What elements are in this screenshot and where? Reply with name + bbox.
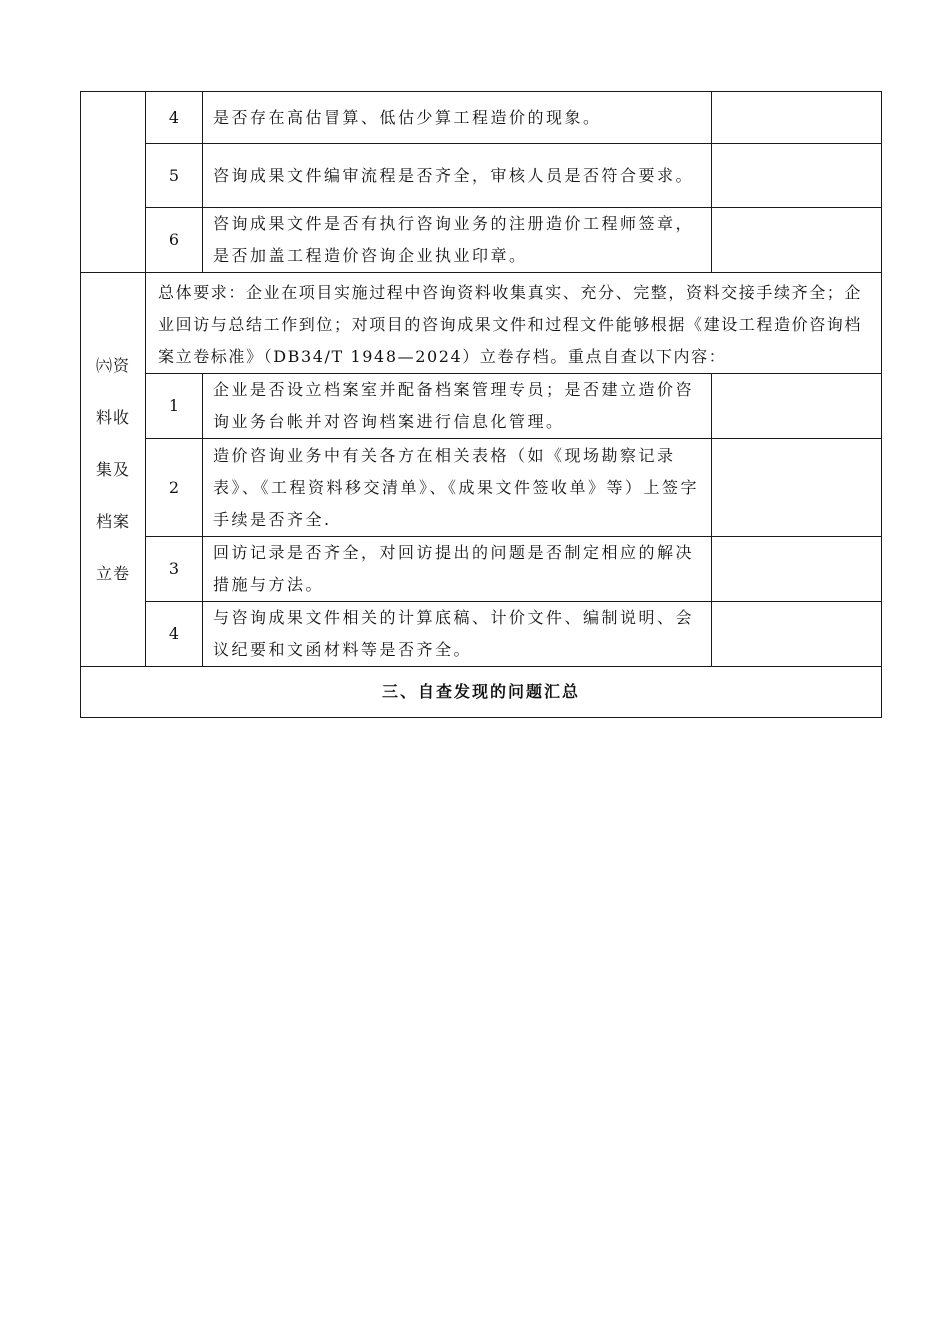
item-content: 企业是否设立档案室并配备档案管理专员；是否建立造价咨询业务台帐并对咨询档案进行信息化管理。 bbox=[203, 374, 712, 439]
item-number: 4 bbox=[146, 92, 203, 144]
table-row bbox=[81, 92, 882, 144]
result-cell bbox=[712, 602, 882, 667]
result-cell bbox=[712, 144, 882, 208]
item-number: 1 bbox=[146, 374, 203, 439]
result-cell bbox=[712, 92, 882, 144]
table-row bbox=[81, 439, 882, 537]
self-check-table bbox=[80, 91, 882, 718]
item-content: 回访记录是否齐全，对回访提出的问题是否制定相应的解决措施与方法。 bbox=[203, 537, 712, 602]
summary-heading: 三、自查发现的问题汇总 bbox=[81, 667, 882, 718]
item-number: 4 bbox=[146, 602, 203, 667]
item-number: 6 bbox=[146, 208, 203, 273]
section-requirement: 总体要求：企业在项目实施过程中咨询资料收集真实、充分、完整，资料交接手续齐全；企业回访与总结工作到位；对项目的咨询成果文件和过程文件能够根据《建设工程造价咨询档案立卷标准》（DB34/T 1948—2024）立卷存档。重点自查以下内容： bbox=[146, 273, 882, 374]
item-content: 咨询成果文件编审流程是否齐全，审核人员是否符合要求。 bbox=[203, 144, 712, 208]
table-row bbox=[81, 208, 882, 273]
item-number: 5 bbox=[146, 144, 203, 208]
item-content: 咨询成果文件是否有执行咨询业务的注册造价工程师签章，是否加盖工程造价咨询企业执业印章。 bbox=[203, 208, 712, 273]
item-content: 是否存在高估冒算、低估少算工程造价的现象。 bbox=[203, 92, 712, 144]
result-cell bbox=[712, 374, 882, 439]
table-row bbox=[81, 144, 882, 208]
result-cell bbox=[712, 439, 882, 537]
item-number: 3 bbox=[146, 537, 203, 602]
section-label-continued bbox=[81, 92, 146, 273]
section-label bbox=[81, 273, 146, 667]
item-content: 与咨询成果文件相关的计算底稿、计价文件、编制说明、会议纪要和文函材料等是否齐全。 bbox=[203, 602, 712, 667]
table-row bbox=[81, 667, 882, 718]
item-content: 造价咨询业务中有关各方在相关表格（如《现场勘察记录表》、《工程资料移交清单》、《成果文件签收单》等）上签字手续是否齐全. bbox=[203, 439, 712, 537]
table-row bbox=[81, 273, 882, 374]
section-label-text: ㈥资料收集及档案立卷 bbox=[95, 355, 130, 583]
table-row bbox=[81, 537, 882, 602]
table-row bbox=[81, 374, 882, 439]
item-number: 2 bbox=[146, 439, 203, 537]
result-cell bbox=[712, 208, 882, 273]
table-row bbox=[81, 602, 882, 667]
result-cell bbox=[712, 537, 882, 602]
